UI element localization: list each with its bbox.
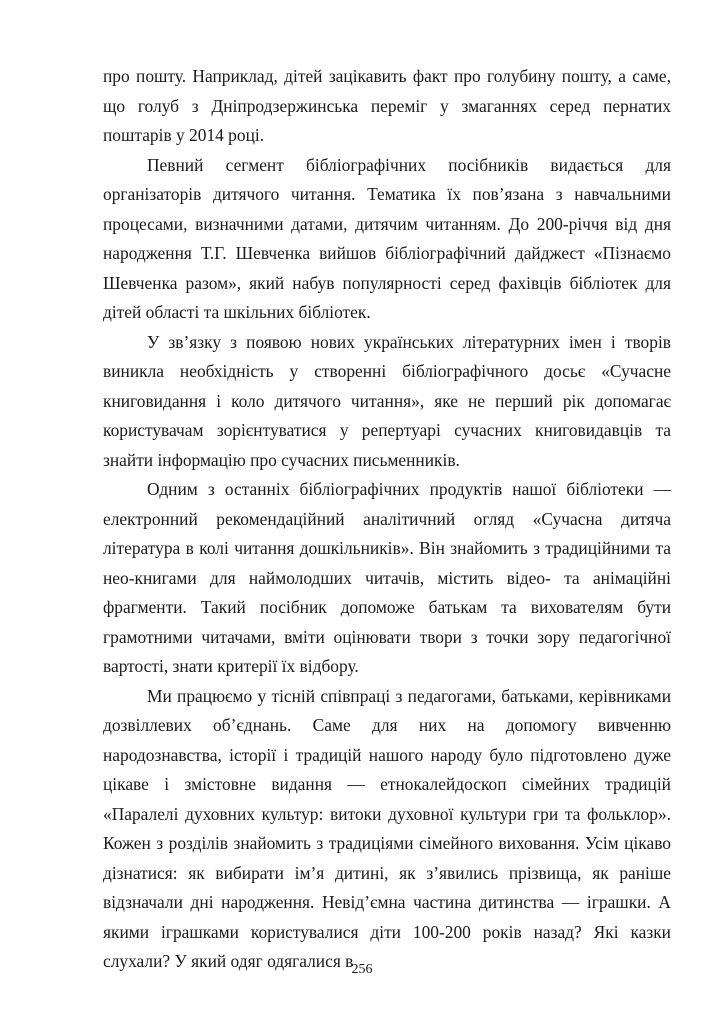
- page-number: 256: [351, 962, 373, 977]
- paragraph-2: Певний сегмент бібліографічних посібників видається для організаторів дитячого читання. Тематика їх пов’язана з навчальними процесами, визначними датами, дитячим читанням. До 200-річчя від дня народження Т.Г. Шевченка вийшов бібліографічний дайджест «Пізнаємо Шевченка разом», який набув популярності серед фахівців бібліотек для дітей області та шкільних бібліотек.: [103, 154, 671, 322]
- body-text: [103, 62, 671, 977]
- paragraph-3: У зв’язку з появою нових українських літературних імен і творів виникла необхідність у створенні бібліографічного досьє «Сучасне книговидання і коло дитячого читання», яке не перший рік допомагає користувачам зорієнтуватися у репертуарі сучасних книговидавців та знайти інформацію про сучасних письменників.: [103, 331, 671, 470]
- paragraph-5: Ми працюємо у тісній співпраці з педагогами, батьками, керівниками дозвіллевих об’єднань. Саме для них на допомогу вивченню народознавства, історії і традицій нашого народу було підготовлено дуже цікаве і змістовне видання — етнокалейдоскоп сімейних традицій «Паралелі духовних культур: витоки духовної культури гри та фольклор». Кожен з розділів знайомить з традиціями сімейного виховання. Усім цікаво дізнатися: як вибирати ім’я дитині, як з’явились прізвища, як раніше відзначали дні народження. Невід’ємна частина дитинства — іграшки. А якими іграшками користувалися діти 100-200 років назад? Які казки слухали? У який одяг одягалися в: [103, 685, 671, 971]
- paragraph-4: Одним з останніх бібліографічних продуктів нашої бібліотеки — електронний рекомендаційний аналітичний огляд «Сучасна дитяча література в колі читання дошкільників». Він знайомить з традиційними та нео-книгами для наймолодших читачів, містить відео- та анімаційні фрагменти. Такий посібник допоможе батькам та вихователям бути грамотними читачами, вміти оцінювати твори з точки зору педагогічної вартості, знати критерії їх відбору.: [103, 479, 671, 676]
- paragraph-1: про пошту. Наприклад, дітей зацікавить факт про голубину пошту, а саме, що голуб з Дніпродзержинська переміг у змаганнях серед пернатих поштарів у 2014 році.: [103, 66, 671, 145]
